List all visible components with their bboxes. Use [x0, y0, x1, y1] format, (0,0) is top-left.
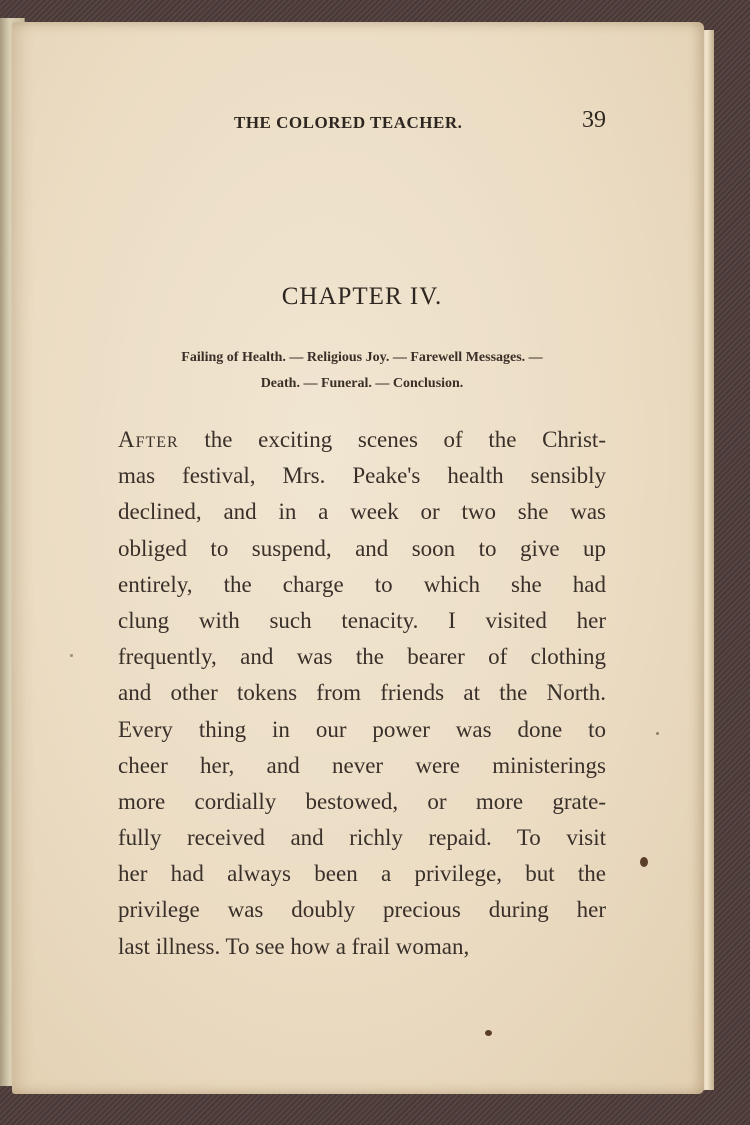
- running-title: THE COLORED TEACHER.: [234, 113, 463, 132]
- text-line: frequently, and was the bearer of clothing: [118, 644, 606, 670]
- foxing-spot: [70, 654, 73, 657]
- text-line: and other tokens from friends at the North.: [118, 680, 606, 706]
- text-line: fully received and richly repaid. To visit: [118, 825, 606, 851]
- page-number: 39: [582, 107, 606, 133]
- foxing-spot: [640, 857, 648, 867]
- text-line: After the exciting scenes of the Christ-: [118, 427, 606, 452]
- text-line: cheer her, and never were ministerings: [118, 752, 606, 778]
- text-line: entirely, the charge to which she had: [118, 571, 606, 597]
- text-line: clung with such tenacity. I visited her: [118, 607, 606, 633]
- text-line: more cordially bestowed, or more grate-: [118, 788, 606, 814]
- text-line: last illness. To see how a frail woman,: [118, 933, 470, 959]
- synopsis-line: Death. — Funeral. — Conclusion.: [260, 376, 464, 391]
- text-line: her had always been a privilege, but the: [118, 861, 606, 887]
- chapter-synopsis: [118, 345, 606, 397]
- text-line: mas festival, Mrs. Peake's health sensibly: [118, 463, 606, 489]
- body-paragraph: [118, 422, 606, 965]
- running-header: [234, 107, 606, 139]
- text-line: privilege was doubly precious during her: [118, 897, 606, 923]
- synopsis-line: Failing of Health. — Religious Joy. — Farewell Messages. —: [181, 350, 543, 365]
- text-line: obliged to suspend, and soon to give up: [118, 535, 606, 561]
- text-line: declined, and in a week or two she was: [118, 499, 606, 525]
- foxing-spot: [485, 1030, 492, 1036]
- foxing-spot: [656, 732, 659, 735]
- lead-word: After: [118, 427, 179, 452]
- text-line: Every thing in our power was done to: [118, 716, 606, 742]
- chapter-title: CHAPTER IV.: [281, 283, 443, 310]
